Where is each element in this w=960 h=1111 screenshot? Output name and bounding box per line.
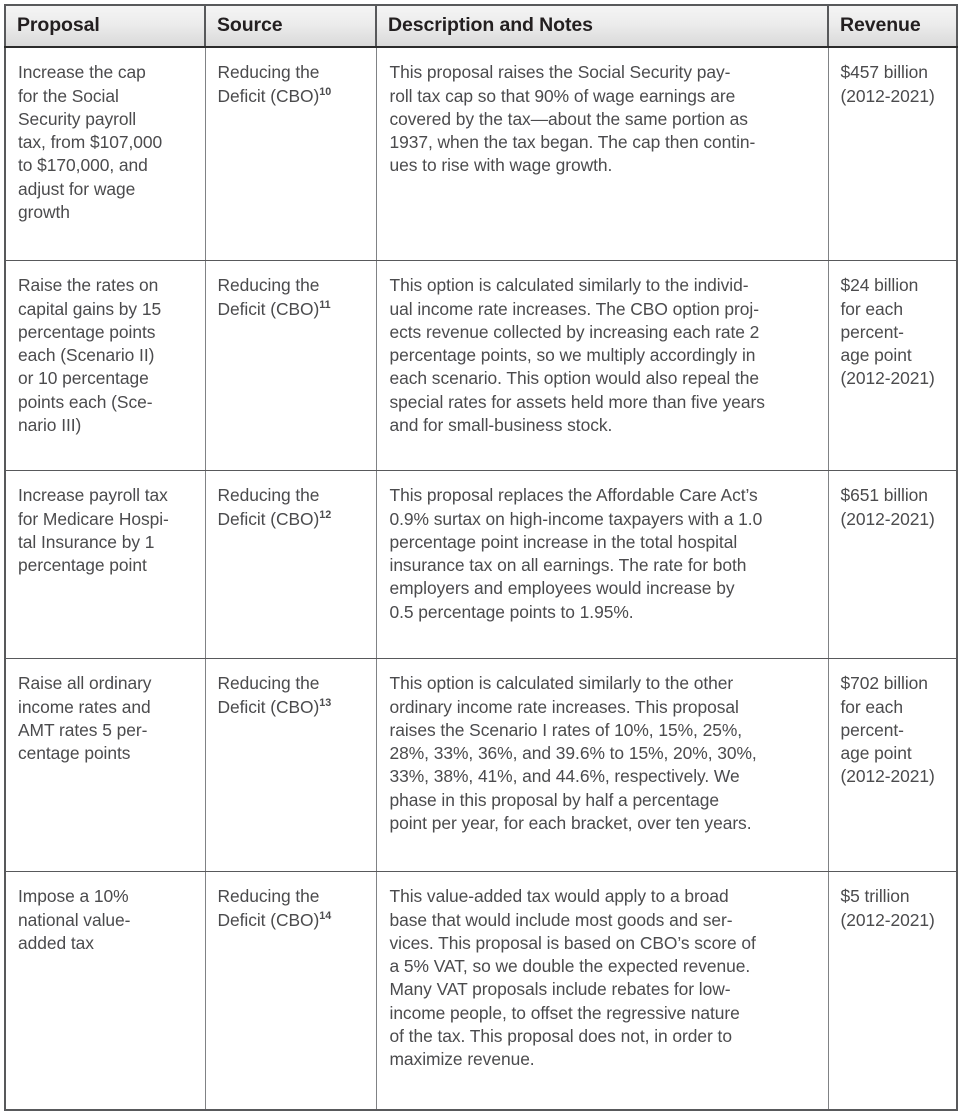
text-line: ordinary income rate increases. This proposal xyxy=(389,696,739,717)
cell-description-text xyxy=(390,61,814,177)
text-line: percentage point xyxy=(18,555,147,576)
text-line xyxy=(218,274,364,297)
text-line: $5 trillion xyxy=(840,886,910,907)
cell-revenue-text xyxy=(841,672,945,788)
cell-source-text xyxy=(218,672,364,718)
text-line: for each xyxy=(840,298,903,319)
cell-proposal-text xyxy=(18,885,193,955)
column-header-revenue: Revenue xyxy=(828,5,957,47)
text-line: or 10 percentage xyxy=(18,368,149,389)
table-row xyxy=(5,471,957,659)
text-line: growth xyxy=(18,201,70,222)
text-line: age point xyxy=(840,345,912,366)
text-line: for Medicare Hospi- xyxy=(18,508,169,529)
text-line: (2012-2021) xyxy=(840,766,935,787)
cell-revenue xyxy=(828,261,957,471)
text-line: insurance tax on all earnings. The rate for both xyxy=(389,555,747,576)
cell-proposal xyxy=(5,261,205,471)
text-line-content: Reducing the xyxy=(217,673,320,694)
text-line: $651 billion xyxy=(840,485,928,506)
footnote-marker: 10 xyxy=(319,85,332,98)
cell-revenue-text xyxy=(841,885,945,931)
text-line: This value-added tax would apply to a broad xyxy=(389,886,729,907)
cell-description xyxy=(376,659,828,872)
text-line xyxy=(218,672,364,695)
text-line: percentage points, so we multiply accordingly in xyxy=(389,345,756,366)
cell-revenue-text xyxy=(841,274,945,390)
text-line-content: Deficit (CBO) xyxy=(217,696,320,717)
text-line: point per year, for each bracket, over ten years. xyxy=(389,812,752,833)
cell-source-text xyxy=(218,484,364,530)
cell-revenue xyxy=(828,872,957,1111)
text-line xyxy=(218,909,364,932)
table-row xyxy=(5,261,957,471)
text-line xyxy=(218,508,364,531)
cell-description-text xyxy=(390,885,814,1071)
cell-source-text xyxy=(218,885,364,931)
text-line: for the Social xyxy=(18,85,119,106)
cell-description-text xyxy=(390,274,814,437)
cell-source-text xyxy=(218,274,364,320)
text-line: national value- xyxy=(18,909,131,930)
cell-revenue-text xyxy=(841,484,945,530)
text-line xyxy=(218,885,364,908)
text-line: This option is calculated similarly to the other xyxy=(389,673,734,694)
tax-proposals-table xyxy=(4,4,958,1111)
text-line: raises the Scenario I rates of 10%, 15%, 25%, xyxy=(389,719,743,740)
text-line xyxy=(218,61,364,84)
table-header-row xyxy=(5,5,957,47)
text-line: income people, to offset the regressive nature xyxy=(389,1002,740,1023)
text-line: 33%, 38%, 41%, and 44.6%, respectively. We xyxy=(389,766,740,787)
text-line: added tax xyxy=(18,932,94,953)
text-line: phase in this proposal by half a percentage xyxy=(389,789,719,810)
text-line: nario III) xyxy=(18,414,82,435)
cell-description-text xyxy=(390,484,814,623)
footnote-marker: 14 xyxy=(319,909,332,922)
text-line: points each (Sce- xyxy=(18,391,153,412)
footnote-marker: 13 xyxy=(319,696,332,709)
text-line: to $170,000, and xyxy=(18,155,148,176)
text-line: Security payroll xyxy=(18,108,137,129)
cell-description xyxy=(376,872,828,1111)
text-line-content: Reducing the xyxy=(217,62,320,83)
cell-revenue-text xyxy=(841,61,945,107)
text-line: for each xyxy=(840,696,903,717)
cell-revenue xyxy=(828,47,957,261)
cell-revenue xyxy=(828,659,957,872)
cell-proposal-text xyxy=(18,61,193,224)
text-line: and for small-business stock. xyxy=(389,414,613,435)
column-header-source: Source xyxy=(205,5,376,47)
text-line-content: Reducing the xyxy=(217,886,320,907)
text-line xyxy=(218,298,364,321)
cell-source xyxy=(205,471,376,659)
column-header-proposal: Proposal xyxy=(5,5,205,47)
text-line: percentage point increase in the total hospital xyxy=(389,531,738,552)
text-line: percent- xyxy=(840,719,904,740)
cell-proposal xyxy=(5,872,205,1111)
text-line: Raise the rates on xyxy=(18,275,159,296)
text-line: Many VAT proposals include rebates for low- xyxy=(389,979,731,1000)
cell-source xyxy=(205,872,376,1111)
text-line: ues to rise with wage growth. xyxy=(389,155,613,176)
text-line: This proposal replaces the Affordable Care Act’s xyxy=(389,485,758,506)
cell-proposal-text xyxy=(18,484,193,577)
text-line: of the tax. This proposal does not, in order to xyxy=(389,1025,732,1046)
text-line xyxy=(218,484,364,507)
text-line: $457 billion xyxy=(840,62,928,83)
cell-source xyxy=(205,659,376,872)
table-row xyxy=(5,47,957,261)
text-line: ual income rate increases. The CBO option proj- xyxy=(389,298,759,319)
text-line: maximize revenue. xyxy=(389,1049,535,1070)
cell-description xyxy=(376,261,828,471)
text-line: capital gains by 15 xyxy=(18,298,162,319)
column-header-description: Description and Notes xyxy=(376,5,828,47)
cell-description xyxy=(376,471,828,659)
cell-source xyxy=(205,261,376,471)
text-line: $24 billion xyxy=(840,275,919,296)
text-line: percentage points xyxy=(18,321,156,342)
text-line: ects revenue collected by increasing each rate 2 xyxy=(389,321,760,342)
cell-source xyxy=(205,47,376,261)
text-line: income rates and xyxy=(18,696,151,717)
table-body xyxy=(5,47,957,1110)
cell-proposal-text xyxy=(18,274,193,437)
text-line: (2012-2021) xyxy=(840,508,935,529)
text-line: $702 billion xyxy=(840,673,928,694)
text-line: 0.5 percentage points to 1.95%. xyxy=(389,601,634,622)
text-line: Increase the cap xyxy=(18,62,146,83)
text-line: Raise all ordinary xyxy=(18,673,152,694)
text-line-content: Deficit (CBO) xyxy=(217,508,320,529)
text-line-content: Deficit (CBO) xyxy=(217,909,320,930)
text-line xyxy=(218,85,364,108)
text-line: AMT rates 5 per- xyxy=(18,719,148,740)
text-line-content: Deficit (CBO) xyxy=(217,298,320,319)
text-line: centage points xyxy=(18,743,131,764)
cell-proposal-text xyxy=(18,672,193,765)
text-line: Increase payroll tax xyxy=(18,485,168,506)
text-line: each scenario. This option would also repeal the xyxy=(389,368,759,389)
cell-source-text xyxy=(218,61,364,107)
footnote-marker: 12 xyxy=(319,508,332,521)
text-line: 28%, 33%, 36%, and 39.6% to 15%, 20%, 30%, xyxy=(389,743,757,764)
text-line: percent- xyxy=(840,321,904,342)
table-row xyxy=(5,872,957,1111)
text-line: vices. This proposal is based on CBO’s score of xyxy=(389,932,756,953)
cell-proposal xyxy=(5,471,205,659)
text-line: This proposal raises the Social Security pay- xyxy=(389,62,731,83)
text-line-content: Reducing the xyxy=(217,275,320,296)
text-line: (2012-2021) xyxy=(840,368,935,389)
text-line: (2012-2021) xyxy=(840,909,935,930)
text-line: special rates for assets held more than five years xyxy=(389,391,765,412)
cell-proposal xyxy=(5,659,205,872)
footnote-marker: 11 xyxy=(319,298,331,311)
cell-proposal xyxy=(5,47,205,261)
cell-description xyxy=(376,47,828,261)
text-line-content: Deficit (CBO) xyxy=(217,85,320,106)
text-line: each (Scenario II) xyxy=(18,345,155,366)
text-line-content: Reducing the xyxy=(217,485,320,506)
text-line: Impose a 10% xyxy=(18,886,129,907)
text-line: (2012-2021) xyxy=(840,85,935,106)
cell-revenue xyxy=(828,471,957,659)
table-row xyxy=(5,659,957,872)
text-line: a 5% VAT, so we double the expected revenue. xyxy=(389,956,751,977)
table-header xyxy=(5,5,957,47)
text-line: tal Insurance by 1 xyxy=(18,531,155,552)
cell-description-text xyxy=(390,672,814,835)
text-line: 0.9% surtax on high-income taxpayers with a 1.0 xyxy=(389,508,763,529)
text-line: tax, from $107,000 xyxy=(18,132,163,153)
text-line: covered by the tax—about the same portion as xyxy=(389,108,748,129)
text-line xyxy=(218,696,364,719)
text-line: base that would include most goods and ser- xyxy=(389,909,733,930)
text-line: roll tax cap so that 90% of wage earnings are xyxy=(389,85,736,106)
text-line: age point xyxy=(840,743,912,764)
text-line: adjust for wage xyxy=(18,178,136,199)
text-line: This option is calculated similarly to the individ- xyxy=(389,275,749,296)
text-line: employers and employees would increase by xyxy=(389,578,735,599)
text-line: 1937, when the tax began. The cap then contin- xyxy=(389,132,756,153)
